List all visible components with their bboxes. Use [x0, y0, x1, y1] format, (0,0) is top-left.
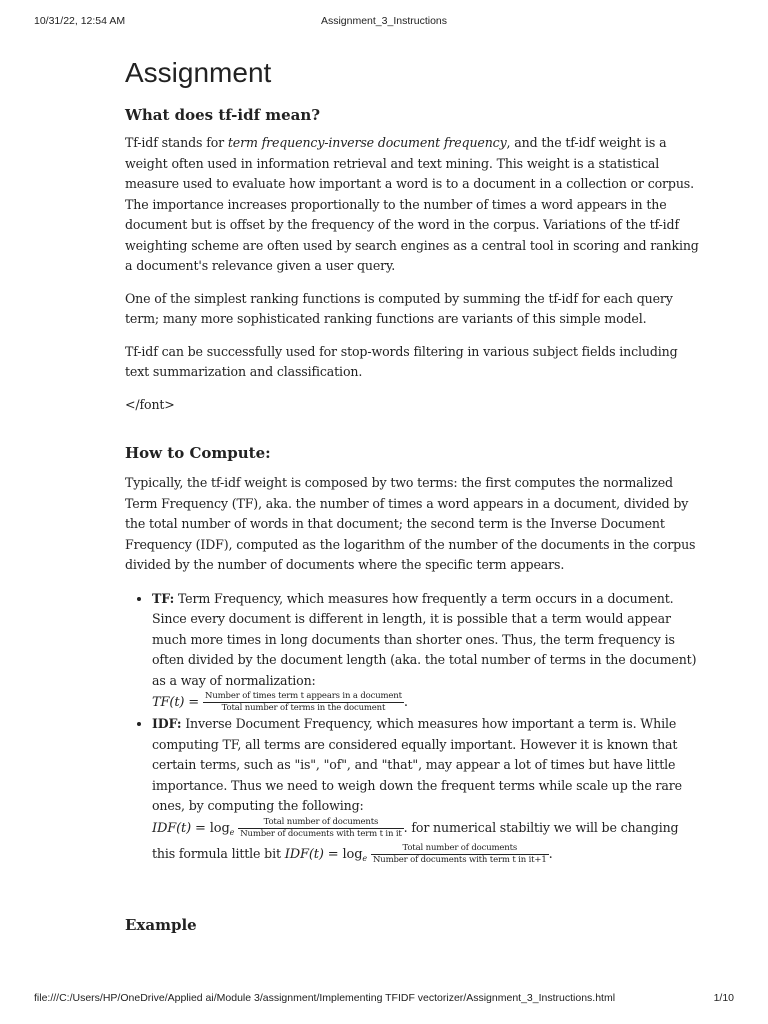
definition-list: [125, 589, 705, 870]
section-title-tfidf: What does tf-idf mean?: [125, 106, 321, 124]
document-content: [125, 55, 705, 934]
list-item-idf: • IDF: Inverse Document Frequency, which measures how important a term is. While computing TF, all terms are considered equally important. However it is known that certain terms, such as "is", "of", and "that", may appear a lot of times but have little importance. Thus we need to weigh down the frequent terms while scale up the rare ones, by computing the following: $IDF(t) = \log_e$ $\frac{\text{Total number of documents}}{\text{Number of documents with term t in it}}$ . for numerical stabiltiy we will be changing this formula little bit $IDF(t) = \log_e$ $\frac{\text{Total number of documents}}{\text{Number of documents with term t in it+1}}$ .: [152, 714, 705, 870]
browser-print-footer: [34, 992, 734, 1008]
idf-formula: $IDF(t) = \log_e$ $\frac{\text{Total number of documents}}{\text{Number of documents with term t in it}}$: [152, 816, 402, 839]
browser-print-header: [34, 15, 734, 31]
print-file-path: file:///C:/Users/HP/OneDrive/Applied ai/Module 3/assignment/Implementing TFIDF vectorizer/Assignment_3_Instructions.html: [34, 992, 616, 1004]
idf-formula-modified: $IDF(t) = \log_e$ $\frac{\text{Total number of documents}}{\text{Number of documents with term t in it+1}}$ .: [284, 843, 553, 865]
section-title-compute: How to Compute:: [125, 444, 271, 462]
paragraph-ranking: One of the simplest ranking functions is computed by summing the tf-idf for each query term; many more sophisticated ranking functions are variants of this simple model.: [125, 290, 673, 326]
paragraph-font-tag: </font>: [125, 396, 175, 412]
emphasis-term: term frequency-inverse document frequency: [227, 135, 507, 150]
paragraph-stopwords: Tf-idf can be successfully used for stop-words filtering in various subject fields including text summarization and classification.: [125, 343, 678, 379]
paragraph-tfidf-definition: Tf-idf stands for term frequency-inverse document frequency, and the tf-idf weight is a weight often used in information retrieval and text mining. This weight is a statistical measure used to evaluate how important a word is to a document in a collection or corpus. The importance increases proportionally to the number of times a word appears in the document but is offset by the frequency of the word in the corpus. Variations of the tf-idf weighting scheme are often used by search engines as a central tool in scoring and ranking a document's relevance given a user query.: [125, 135, 699, 273]
print-title: Assignment_3_Instructions: [320, 15, 448, 27]
tf-formula: TF(t) = $\frac{\text{Number of times term t appears in a document}}{\text{Total number of terms in the document}}$ .: [152, 691, 408, 713]
list-item-tf: • TF: Term Frequency, which measures how frequently a term occurs in a document. Since every document is different in length, it is possible that a term would appear much more times in long documents than shorter ones. Thus, the term frequency is often divided by the document length (aka. the total number of terms in the document) as a way of normalization: TF(t) = $\frac{\text{Number of times term t appears in a document}}{\text{Total number of terms in the document}}$ .: [152, 589, 705, 715]
section-title-example: Example: [125, 915, 197, 934]
print-datetime: 10/31/22, 12:54 AM: [34, 15, 126, 27]
paragraph-compute: Typically, the tf-idf weight is composed by two terms: the first computes the normalized Term Frequency (TF), aka. the number of times a word appears in a document, divided by the total number of words in that document; the second term is the Inverse Document Frequency (IDF), computed as the logarithm of the number of the documents in the corpus divided by the number of documents where the specific term appears.: [125, 475, 696, 572]
page-title: Assignment: [125, 57, 272, 88]
tf-label: TF:: [152, 590, 175, 606]
idf-label: IDF:: [152, 716, 182, 731]
print-page-number: 1/10: [713, 992, 734, 1004]
